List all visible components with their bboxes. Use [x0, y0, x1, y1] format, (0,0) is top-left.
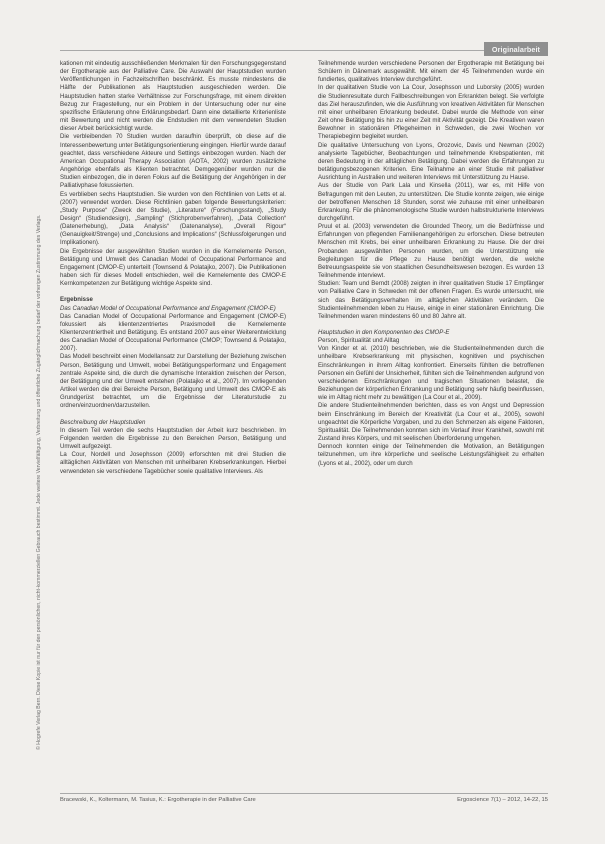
paragraph: Teilnehmende wurden verschiedene Personen der Ergotherapie mit Betätigung bei Schülern in Dänemark ausgewählt. Mit einem der 45 Teilnehmenden wurde ein fundiertes, qualitatives Interview durchgeführt.	[318, 60, 544, 84]
paragraph: Dennoch konnten einige der Teilnehmenden die Motivation, an Betätigungen teilzunehmen, um ihre körperliche und seelische Leistungsfähigkeit zu erhalten (Lyons et al., 2002), oder um durch	[318, 443, 544, 467]
article-body	[60, 60, 548, 790]
footer-citation: Bracewski, K., Koltermann, M. Tasius, K.: Ergotherapie in der Palliative Care	[60, 797, 256, 803]
subsection-heading: Das Canadian Model of Occupational Performance and Engagement (CMOP-E)	[60, 304, 276, 312]
copyright-sidebar-note: © Hogrefe Verlag Bern. Diese Kopie ist nur für den persönlichen, nicht-kommerziellen Gebrauch bestimmt. Jede weitere Vervielfältigung, Verbreitung und öffentliche Zugänglichmachung bedarf der vorherigen Zustimmung des Verlags.	[36, 214, 42, 750]
left-column	[60, 60, 286, 476]
section-badge: Originalarbeit	[484, 42, 548, 56]
paragraph: Aus der Studie von Park Lala und Kinsella (2011), war es, mit Hilfe von Befragungen mit den Leuten, zu unterstützen. Die Studie konnte zeigen, wie einige der betroffenen Menschen 18 Stunden, sonst wie zuhause mit einer unheilbaren Erkrankung. Für die phänomenologische Studie wurden halbstrukturierte Interviews durchgeführt.	[318, 182, 544, 222]
paragraph: Die andere Studienteilnehmenden berichten, dass es von Angst und Depression beim Einschränkung im Bereich der Kreativität (La Cour et al., 2005), sowohl ungeachtet die Körperliche Vorgaben, und zu den Schmerzen als eigene Faktoren, Spiritualität. Die Teilnehmenden konnten sich im Verlauf ihrer Krankheit, sowohl mit Zustand ihres Körpers, und mit seelischen Überforderung umgehen.	[318, 402, 544, 443]
paragraph: Pruul et al. (2003) verwendeten die Grounded Theory, um die Bedürfnisse und Erfahrungen von pflegenden Familienangehörigen zu erforschen. Diese betreuten Menschen mit Krebs, bei einer unheilbaren Erkrankung zu Hause. Die der drei Probanden ausgewählten Personen wurden, um die Unterstützung wie Begleitungen für die Pflege zu Hause benötigt werden, die welche Betreuungsaspekte sie von staatlichen Gesundheitswesen bezogen. Es wurden 13 Teilnehmende interviewt.	[318, 223, 544, 280]
paragraph: In diesem Teil werden die sechs Hauptstudien der Arbeit kurz beschrieben. Im Folgenden werden die Ergebnisse zu den Bereichen Person, Betätigung und Umwelt aufgezeigt.	[60, 426, 286, 451]
footer-journal-reference: Ergoscience 7(1) – 2012, 14-22, 15	[457, 797, 548, 803]
paragraph: Person, Spiritualität und Alltag	[318, 337, 400, 345]
paragraph: Die verbleibenden 70 Studien wurden daraufhin überprüft, ob diese auf die Interessenbewertung unter Betätigungsorientierung eingingen. Hierfür wurde darauf geachtet, dass verschiedene Akteure und Settings einbezogen wurden. Nach der American Occupational Therapy Association (AOTA, 2002) wurden zusätzliche Angehörige ebenfalls als Klienten betrachtet. Demgegenüber wurden nur die Studien einbezogen, die in deren Fokus auf die Betätigung der Angehörigen in der Palliativphase fokussierten.	[60, 133, 286, 190]
right-column	[318, 60, 544, 468]
paragraph: Das Canadian Model of Occupational Performance and Engagement (CMOP-E) fokussiert als klientenzentriertes Praxismodell die Kernelemente Klientenzentriertheit und Betätigung. Es entstand 2007 aus einer Weiterentwicklung des Canadian Model of Occupational Performance (CMOP; Townsend & Polatajko, 2007).	[60, 312, 286, 353]
paragraph: Die Ergebnisse der ausgewählten Studien wurden in die Kernelemente Person, Betätigung und Umwelt des Canadian Model of Occupational Performance and Engagement (CMOP-E) unterteilt (Townsend & Polatajko, 2007). Die Publikationen haben sich für dieses Modell entschieden, weil die Kernelemente des CMOP-E Kernkompetenzen zur Betätigung wichtige Aspekte sind.	[60, 247, 286, 288]
paragraph: Das Modell beschreibt einen Modellansatz zur Darstellung der Beziehung zwischen Person, Betätigung und Umwelt, wobei Betätigungsperformanz und Engagement zentrale Aspekte sind, die durch die dynamische Interaktion zwischen der Person, der Betätigung und der Umwelt entstehen (Polatajko et al., 2007). Im vorliegenden Artikel werden die drei Bereiche Person, Betätigung und Umwelt des CMOP-E als Grundgerüst betrachtet, um die Ergebnisse der Literaturstudie zu ordnen/einzuordnen/darzustellen.	[60, 353, 286, 410]
paragraph: Die qualitative Untersuchung von Lyons, Orozovic, Davis und Newman (2002) analysierte Tagebücher, Beobachtungen und teilnehmende Krebspatienten, mit deren Bedeutung in der alltäglichen Betätigung. Dabei werden die Erfahrungen zu betätigungsbezogenen Kriterien. Eine Teilnahme an einer Studie mit palliativer Ausrichtung in Australien und weiteren Interviews mit Unterstützung zu Hause.	[318, 141, 544, 182]
footer-rule	[60, 793, 548, 794]
paragraph: In der qualitativen Studie von La Cour, Josephsson und Luborsky (2005) wurden die Studienresultate durch Fallbeschreibungen von Erkrankten belegt. Sie verfolgte das Ziel herauszufinden, wie die Ausführung von kreativen Aktivitäten für Menschen mit einer unheilbaren Erkrankung bedeutet. Dabei wurde die Methode von einer Zeit ohne Betätigung bis hin zu einer Zeit mit Aktivität gezeigt. Die Kreativen waren Bewohner in stationären Pflegeheimen in Schweden, die zwei Wochen vor Therapiebeginn begleitet wurden.	[318, 84, 544, 141]
paragraph: Es verblieben sechs Hauptstudien. Sie wurden von den Richtlinien von Letts et al. (2007) verwendet worden. Diese Richtlinien gaben folgende Bewertungskriterien: „Study Purpose“ (Zweck der Studie), „Literature“ (Forschungsstand), „Study Design“ (Studiendesign), „Sampling“ (Stichprobenverfahren), „Data Collection“ (Datenerhebung), „Data Analysis“ (Datenanalyse), „Overall Rigour“ (Genauigkeit/Strenge) und „Conclusions and Implications“ (Schlussfolgerungen und Implikationen).	[60, 190, 286, 247]
paragraph: kationen mit eindeutig ausschließenden Merkmalen für den Forschungsgegenstand der Ergotherapie aus der Palliative Care. Die Auswahl der Hauptstudien wurden Veröffentlichungen in Fachzeitschriften beschränkt. Es musste mindestens die Hälfte der Publikationen als Hauptstudien ausgeschieden werden. Die Hauptstudien hatten starke Verhältnisse zur Forschungsfrage, mit einem direkten Bezug zur Fragestellung, nur ein Problem in der Untersuchung oder nur eine spezifische Erläuterung ohne Erklärungsbedarf. Dann eine detaillierte Kriterienliste mit Bewertung und nicht werden die Endstudien mit dem verwendeten Studien dieser Arbeit berücksichtigt wurde.	[60, 60, 286, 133]
paragraph: La Cour, Nordell und Josephsson (2009) erforschten mit drei Studien die alltäglichen Aktivitäten von Menschen mit unheilbaren Krebserkrankungen. Hierbei verwendeten sie verschiedene Tagebücher sowie qualitative Interviews. Als	[60, 451, 286, 475]
section-heading: Ergebnisse	[60, 296, 93, 304]
paragraph: Studien: Team und Berndt (2008) zeigten in ihrer qualitativen Studie 17 Empfänger von Palliative Care in Schweden mit der offenen Fragen. Es wurde untersucht, wie sich das Betätigungsverhalten im alltäglichen Aktivitäten verändern. Die Studienteilnehmenden leben zu Hause, einige in einer stationären Einrichtung. Die Teilnehmenden waren mindestens 60 und 80 Jahre alt.	[318, 280, 544, 320]
subsection-heading: Hauptstudien in den Komponenten des CMOP-E	[318, 329, 450, 336]
subsection-heading: Beschreibung der Hauptstudien	[60, 418, 146, 426]
paragraph: Von Kinder et al. (2010) beschrieben, wie die Studienteilnehmenden durch die unheilbare Krebserkrankung mit physischen, kognitiven und psychischen Einschränkungen in ihrem Alltag konfrontiert. Einerseits fühlten die betroffenen Personen ein Gefühl der Unsicherheit, fühlten sich die Teilnehmenden aufgrund von verschiedenen Einschränkungen und tragischen Situationen belastet, die Beziehungen der körperlichen Erkrankung und Betätigung sehr häufig beeinflussen, wie im Alltag nicht mehr zu bewältigen (La Cour et al., 2009).	[318, 345, 544, 402]
header-rule	[60, 50, 548, 51]
